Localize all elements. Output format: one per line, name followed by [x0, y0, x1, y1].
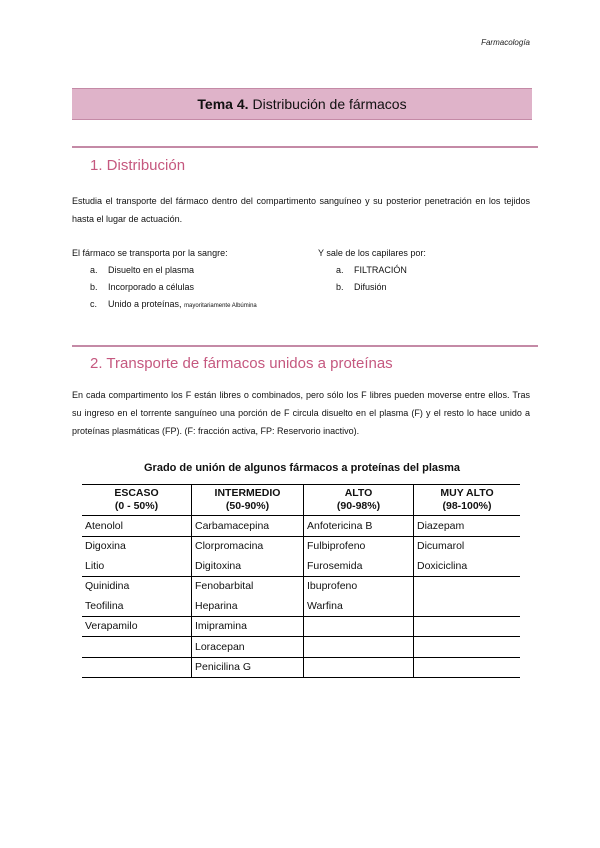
list-item: a. FILTRACIÓN [336, 265, 407, 275]
table-cell: Clorpromacina [192, 536, 304, 556]
column-header: INTERMEDIO (50-90%) [192, 485, 304, 516]
table-row [82, 536, 520, 556]
list-item: b. Difusión [336, 282, 387, 292]
albumin-note: mayoritariamente Albúmina [184, 303, 257, 309]
table-cell: Anfotericina B [304, 516, 414, 537]
table-row [82, 556, 520, 576]
topic-number: Tema 4. [197, 96, 249, 112]
table-cell: Litio [82, 556, 192, 576]
protein-binding-table [82, 484, 520, 678]
section-2-heading: 2. Transporte de fármacos unidos a proteínas [90, 355, 393, 372]
table-cell: Furosemida [304, 556, 414, 576]
table-cell [82, 657, 192, 678]
table-cell [304, 637, 414, 658]
table-cell [304, 616, 414, 637]
section-divider [72, 146, 538, 148]
table-cell: Fulbiprofeno [304, 536, 414, 556]
table-cell: Diazepam [414, 516, 521, 537]
table-cell: Penicilina G [192, 657, 304, 678]
table-row [82, 516, 520, 537]
table-row [82, 657, 520, 678]
table-cell: Atenolol [82, 516, 192, 537]
table-cell: Loracepan [192, 637, 304, 658]
table-cell [414, 637, 521, 658]
table-cell: Teofilina [82, 596, 192, 616]
column-header: ESCASO (0 - 50%) [82, 485, 192, 516]
exit-list-lead: Y sale de los capilares por: [318, 248, 426, 258]
table-cell: Doxiciclina [414, 556, 521, 576]
table-cell: Digitoxina [192, 556, 304, 576]
list-item: a. Disuelto en el plasma [90, 265, 195, 275]
table-row [82, 637, 520, 658]
table-cell [414, 576, 521, 596]
section-divider [72, 345, 538, 347]
section-1-heading: 1. Distribución [90, 157, 186, 174]
table-row [82, 596, 520, 616]
list-item: b. Incorporado a células [90, 282, 195, 292]
table-cell [414, 657, 521, 678]
table-cell: Digoxina [85, 540, 126, 553]
transport-list-lead: El fármaco se transporta por la sangre: [72, 248, 228, 258]
table-cell: Quinidina [85, 580, 130, 593]
table-cell: Carbamacepina [192, 516, 304, 537]
section-2-paragraph: En cada compartimento los F están libres o combinados, pero sólo los F libres pueden moverse entre ellos. Tras su ingreso en el torrente sanguíneo una porción de F circula disuelto en el plasma (F) y el resto lo hace unido a proteínas plasmáticas (FP). (F: fracción activa, FP: Reservorio inactivo). [72, 390, 530, 436]
table-cell [414, 596, 521, 616]
exit-list [318, 245, 528, 296]
column-header: MUY ALTO (98-100%) [414, 485, 521, 516]
table-row [82, 616, 520, 637]
list-item: c. Unido a proteínas, mayoritariamente Albúmina [90, 299, 257, 309]
table-cell: Ibuprofeno [304, 576, 414, 596]
section-1-paragraph: Estudia el transporte del fármaco dentro del compartimento sanguíneo y su posterior penetración en los tejidos hasta el lugar de actuación. [72, 196, 530, 224]
table-cell: Verapamilo [82, 616, 192, 637]
column-header: ALTO (90-98%) [304, 485, 414, 516]
transport-list [72, 245, 302, 315]
topic-title-banner [72, 88, 532, 120]
table-cell: Warfina [304, 596, 414, 616]
table-header-row [82, 485, 520, 516]
running-header: Farmacología [481, 38, 530, 47]
table-cell [414, 616, 521, 637]
table-cell: Dicumarol [414, 536, 521, 556]
table-cell [304, 657, 414, 678]
table-cell: Imipramina [192, 616, 304, 637]
table-cell [82, 637, 192, 658]
table-row [82, 576, 520, 596]
table-title: Grado de unión de algunos fármacos a proteínas del plasma [143, 462, 461, 474]
topic-title: Distribución de fármacos [252, 96, 407, 112]
table-cell: Heparina [192, 596, 304, 616]
table-cell: Fenobarbital [192, 576, 304, 596]
